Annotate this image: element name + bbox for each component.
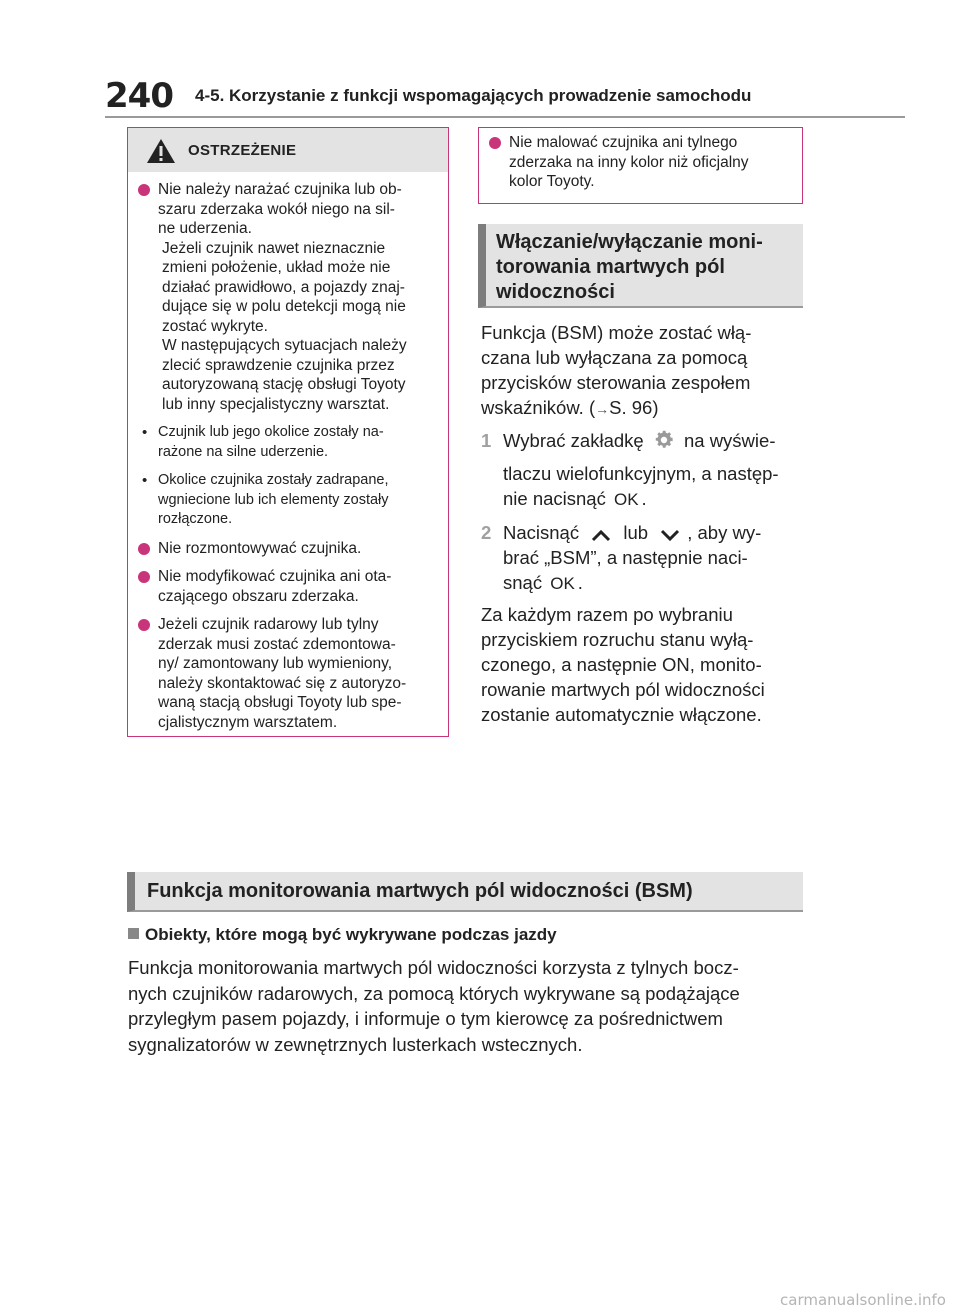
warning-item-disassemble: Nie rozmontowywać czujnika. [138,539,438,559]
warning-item-modify: Nie modyfikować czujnika ani ota- czającego obszaru zderzaka. [138,567,438,606]
chevron-down-icon [659,528,681,542]
page-reference-arrow-icon: → [595,401,610,417]
dot-bullet-icon: • [142,472,148,489]
after-paragraph: Za każdym razem po wybraniu przyciskiem rozruchu stanu wyłą- czonego, a następnie ON, monito- rowanie martwych pól widoczności zostanie automatycznie włączone. [481,604,765,725]
ok-button-symbol: OK [550,574,575,593]
warning-item-impact: Nie należy narażać czujnika lub ob- szaru zderzaka wokół niego na sil- ne uderzenia. Jeżeli czujnik nawet nieznacznie zmieni położenie, układ może nie działać prawidłowo, a pojazdy znaj- dujące się w polu detekcji mogą nie zostać wykryte. W następujących sytuacjach należy zlecić sprawdzenie czujnika przez autoryzowaną stację obsługi Toyoty lub inny specjalistyczny warsztat. [138,180,438,414]
bsm-description: Funkcja monitorowania martwych pól widoczności korzysta z tylnych bocz- nych czujników radarowych, za pomocą których wykrywane są podążające przyległym pasem pojazdy, i informuje o tym kierowcę za pośrednictwem sygnalizatorów w zewnętrznych lusterkach wstecznych. [128,957,740,1055]
page-reference-link[interactable]: S. 96) [609,397,659,418]
warning-subitem-scratched: • Okolice czujnika zostały zadrapane, wgniecione lub ich elementy zostały rozłączone. [142,472,389,527]
step-1: 1 Wybrać zakładkę na wyświe- tlaczu wielofunkcyjnym, a następ- nie nacisnąć OK . [481,428,803,512]
warning-title: OSTRZEŻENIE [188,142,297,159]
warning-header [128,128,448,172]
ok-button-symbol: OK [613,490,639,509]
subheading-detected-objects: Obiekty, które mogą być wykrywane podczas jazdy [128,925,557,945]
toggle-instructions [481,320,803,727]
bullet-icon [138,184,150,196]
chapter-title: 4-5. Korzystanie z funkcji wspomagających prowadzenie samochodu [195,86,752,105]
warning-body [128,172,448,732]
paint-warning-box: Nie malować czujnika ani tylnego zderzaka na inny kolor niż oficjalny kolor Toyoty. [478,127,803,204]
step-number: 2 [481,522,492,543]
page-number: 240 [105,76,173,116]
page-header [105,76,905,118]
bullet-icon [489,137,501,149]
warning-subitem-impact: • Czujnik lub jego okolice zostały na- rażone na silne uderzenie. [142,424,384,460]
warning-item-removal: Jeżeli czujnik radarowy lub tylny zderzak musi zostać zdemontowa- ny/ zamontowany lub wymieniony, należy skontaktować się z autoryzo- waną stacją obsługi Toyoty lub spe- cjalistycznym warsztatem. [138,615,438,732]
warning-triangle-icon [146,138,176,164]
warning-box [127,127,449,737]
bullet-icon [138,571,150,583]
section-heading-toggle: Włączanie/wyłączanie moni- torowania martwych pól widoczności [478,224,803,308]
watermark: carmanualsonline.info [780,1291,946,1309]
intro-paragraph: Funkcja (BSM) może zostać włą- czana lub wyłączana za pomocą przycisków sterowania zespołem wskaźników. (→S. 96) [481,322,752,418]
step-number: 1 [481,430,492,451]
bullet-icon [138,619,150,631]
section-heading-bsm: Funkcja monitorowania martwych pól widoczności (BSM) [127,872,803,912]
bullet-icon [138,543,150,555]
step-2: 2 Nacisnąć lub , aby wy- brać „BSM”, a następnie naci- snąć OK . [481,520,803,596]
chevron-up-icon [590,528,612,542]
gear-icon [653,429,675,451]
dot-bullet-icon: • [142,424,148,441]
square-bullet-icon [128,928,139,939]
